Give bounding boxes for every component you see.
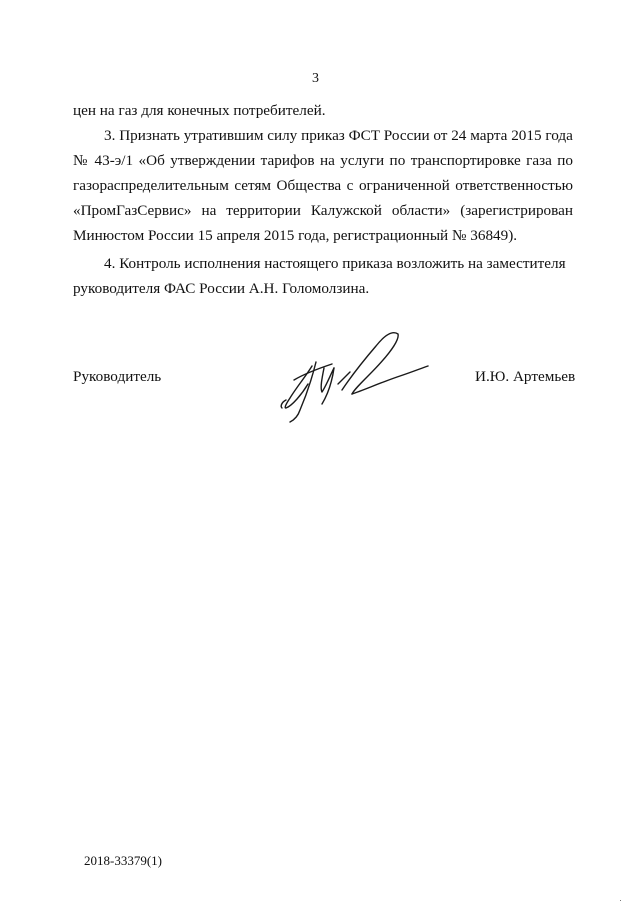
paragraph-continuation: цен на газ для конечных потребителей.: [73, 102, 326, 119]
paragraph-4-line-1: 4. Контроль исполнения настоящего приказа возложить на заместителя: [104, 255, 566, 272]
signatory-name: И.Ю. Артемьев: [475, 368, 576, 385]
signatory-title: Руководитель: [73, 368, 162, 385]
paragraph-3-line-5: Минюстом России 15 апреля 2015 года, регистрационный № 36849).: [73, 227, 518, 244]
paragraph-4-line-2: руководителя ФАС России А.Н. Голомолзина.: [73, 280, 370, 297]
paragraph-3-line-4: «ПромГазСервис» на территории Калужской области» (зарегистрирован: [73, 202, 573, 219]
document-registration-number: 2018-33379(1): [84, 853, 162, 868]
scan-speck: [620, 900, 621, 901]
paragraph-3-line-1: 3. Признать утратившим силу приказ ФСТ России от 24 марта 2015 года: [104, 127, 573, 144]
page-number: 3: [312, 71, 319, 86]
paragraph-3-line-3: газораспределительным сетям Общества с ограниченной ответственностью: [73, 177, 573, 194]
handwritten-signature: [272, 328, 432, 428]
paragraph-3-line-2: № 43-э/1 «Об утверждении тарифов на услуги по транспортировке газа по: [73, 152, 573, 169]
